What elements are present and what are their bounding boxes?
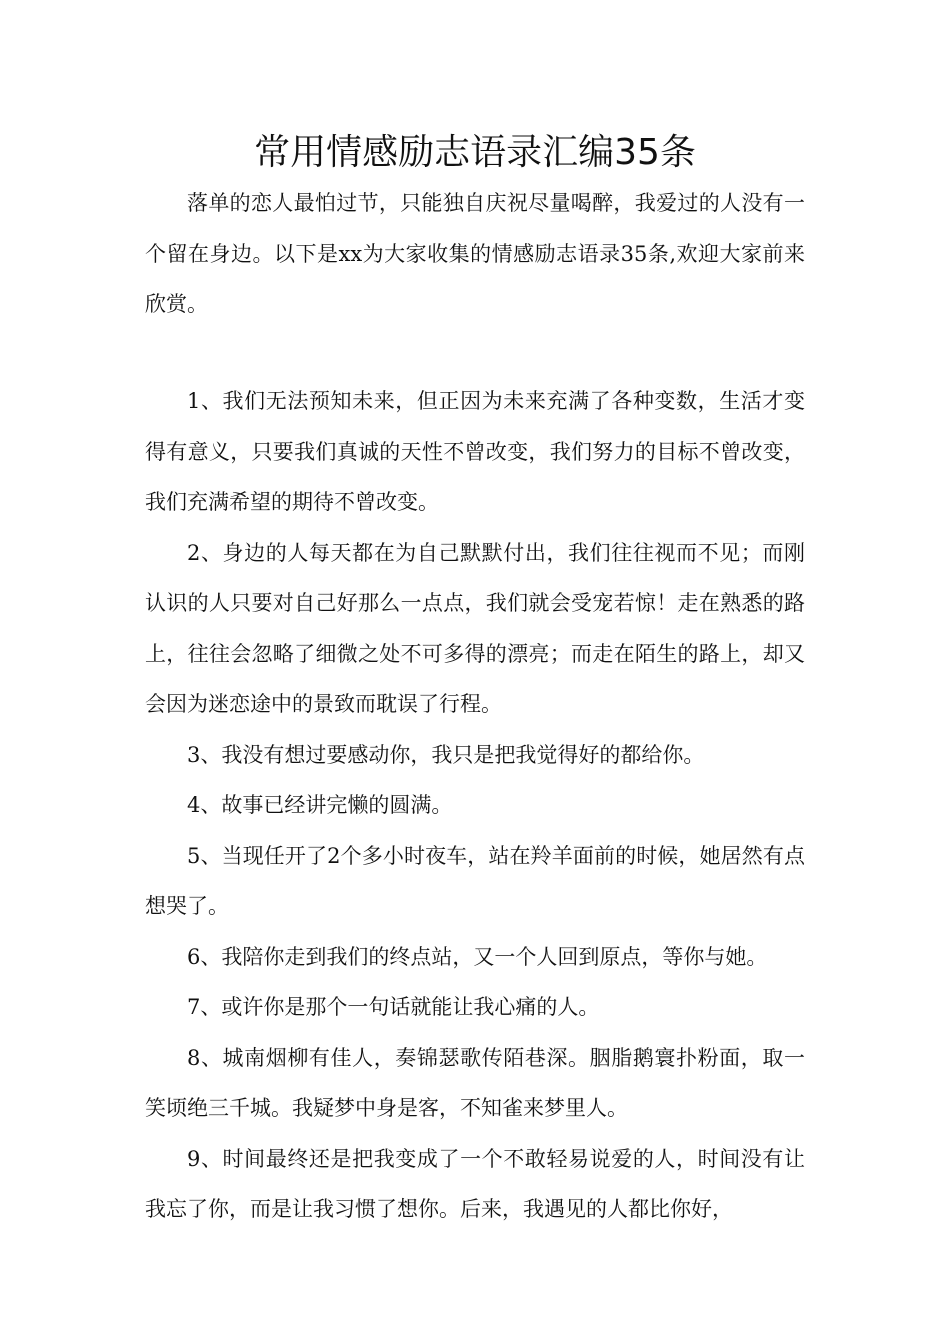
quote-item-5: 5、当现任开了2个多小时夜车，站在羚羊面前的时候，她居然有点想哭了。 (145, 843, 805, 918)
quote-item-9: 9、时间最终还是把我变成了一个不敢轻易说爱的人，时间没有让我忘了你，而是让我习惯了想你。后来，我遇见的人都比你好， (145, 1146, 805, 1221)
quote-item-2: 2、身边的人每天都在为自己默默付出，我们往往视而不见；而刚认识的人只要对自己好那么一点点，我们就会受宠若惊！走在熟悉的路上，往往会忽略了细微之处不可多得的漂亮；而走在陌生的路上，却又会因为迷恋途中的景致而耽误了行程。 (145, 540, 805, 716)
quote-list (145, 376, 805, 1235)
quote-item-7: 7、或许你是那个一句话就能让我心痛的人。 (187, 995, 600, 1019)
intro-paragraph: 落单的恋人最怕过节，只能独自庆祝尽量喝醉，我爱过的人没有一个留在身边。以下是xx为大家收集的情感励志语录35条,欢迎大家前来欣赏。 (145, 191, 805, 316)
document-title: 常用情感励志语录汇编35条 (254, 132, 696, 173)
quote-item-3: 3、我没有想过要感动你，我只是把我觉得好的都给你。 (187, 742, 705, 767)
quote-item-6: 6、我陪你走到我们的终点站，又一个人回到原点，等你与她。 (187, 944, 768, 969)
quote-item-8: 8、城南烟柳有佳人，奏锦瑟歌传陌巷深。胭脂鹅寰扑粉面，取一笑顷绝三千城。我疑梦中身是客，不知雀来梦里人。 (145, 1045, 805, 1120)
quote-item-4: 4、故事已经讲完懒的圆满。 (187, 793, 453, 817)
quote-item-1: 1、我们无法预知未来，但正因为未来充满了各种变数，生活才变得有意义，只要我们真诚的天性不曾改变，我们努力的目标不曾改变，我们充满希望的期待不曾改变。 (145, 389, 805, 514)
